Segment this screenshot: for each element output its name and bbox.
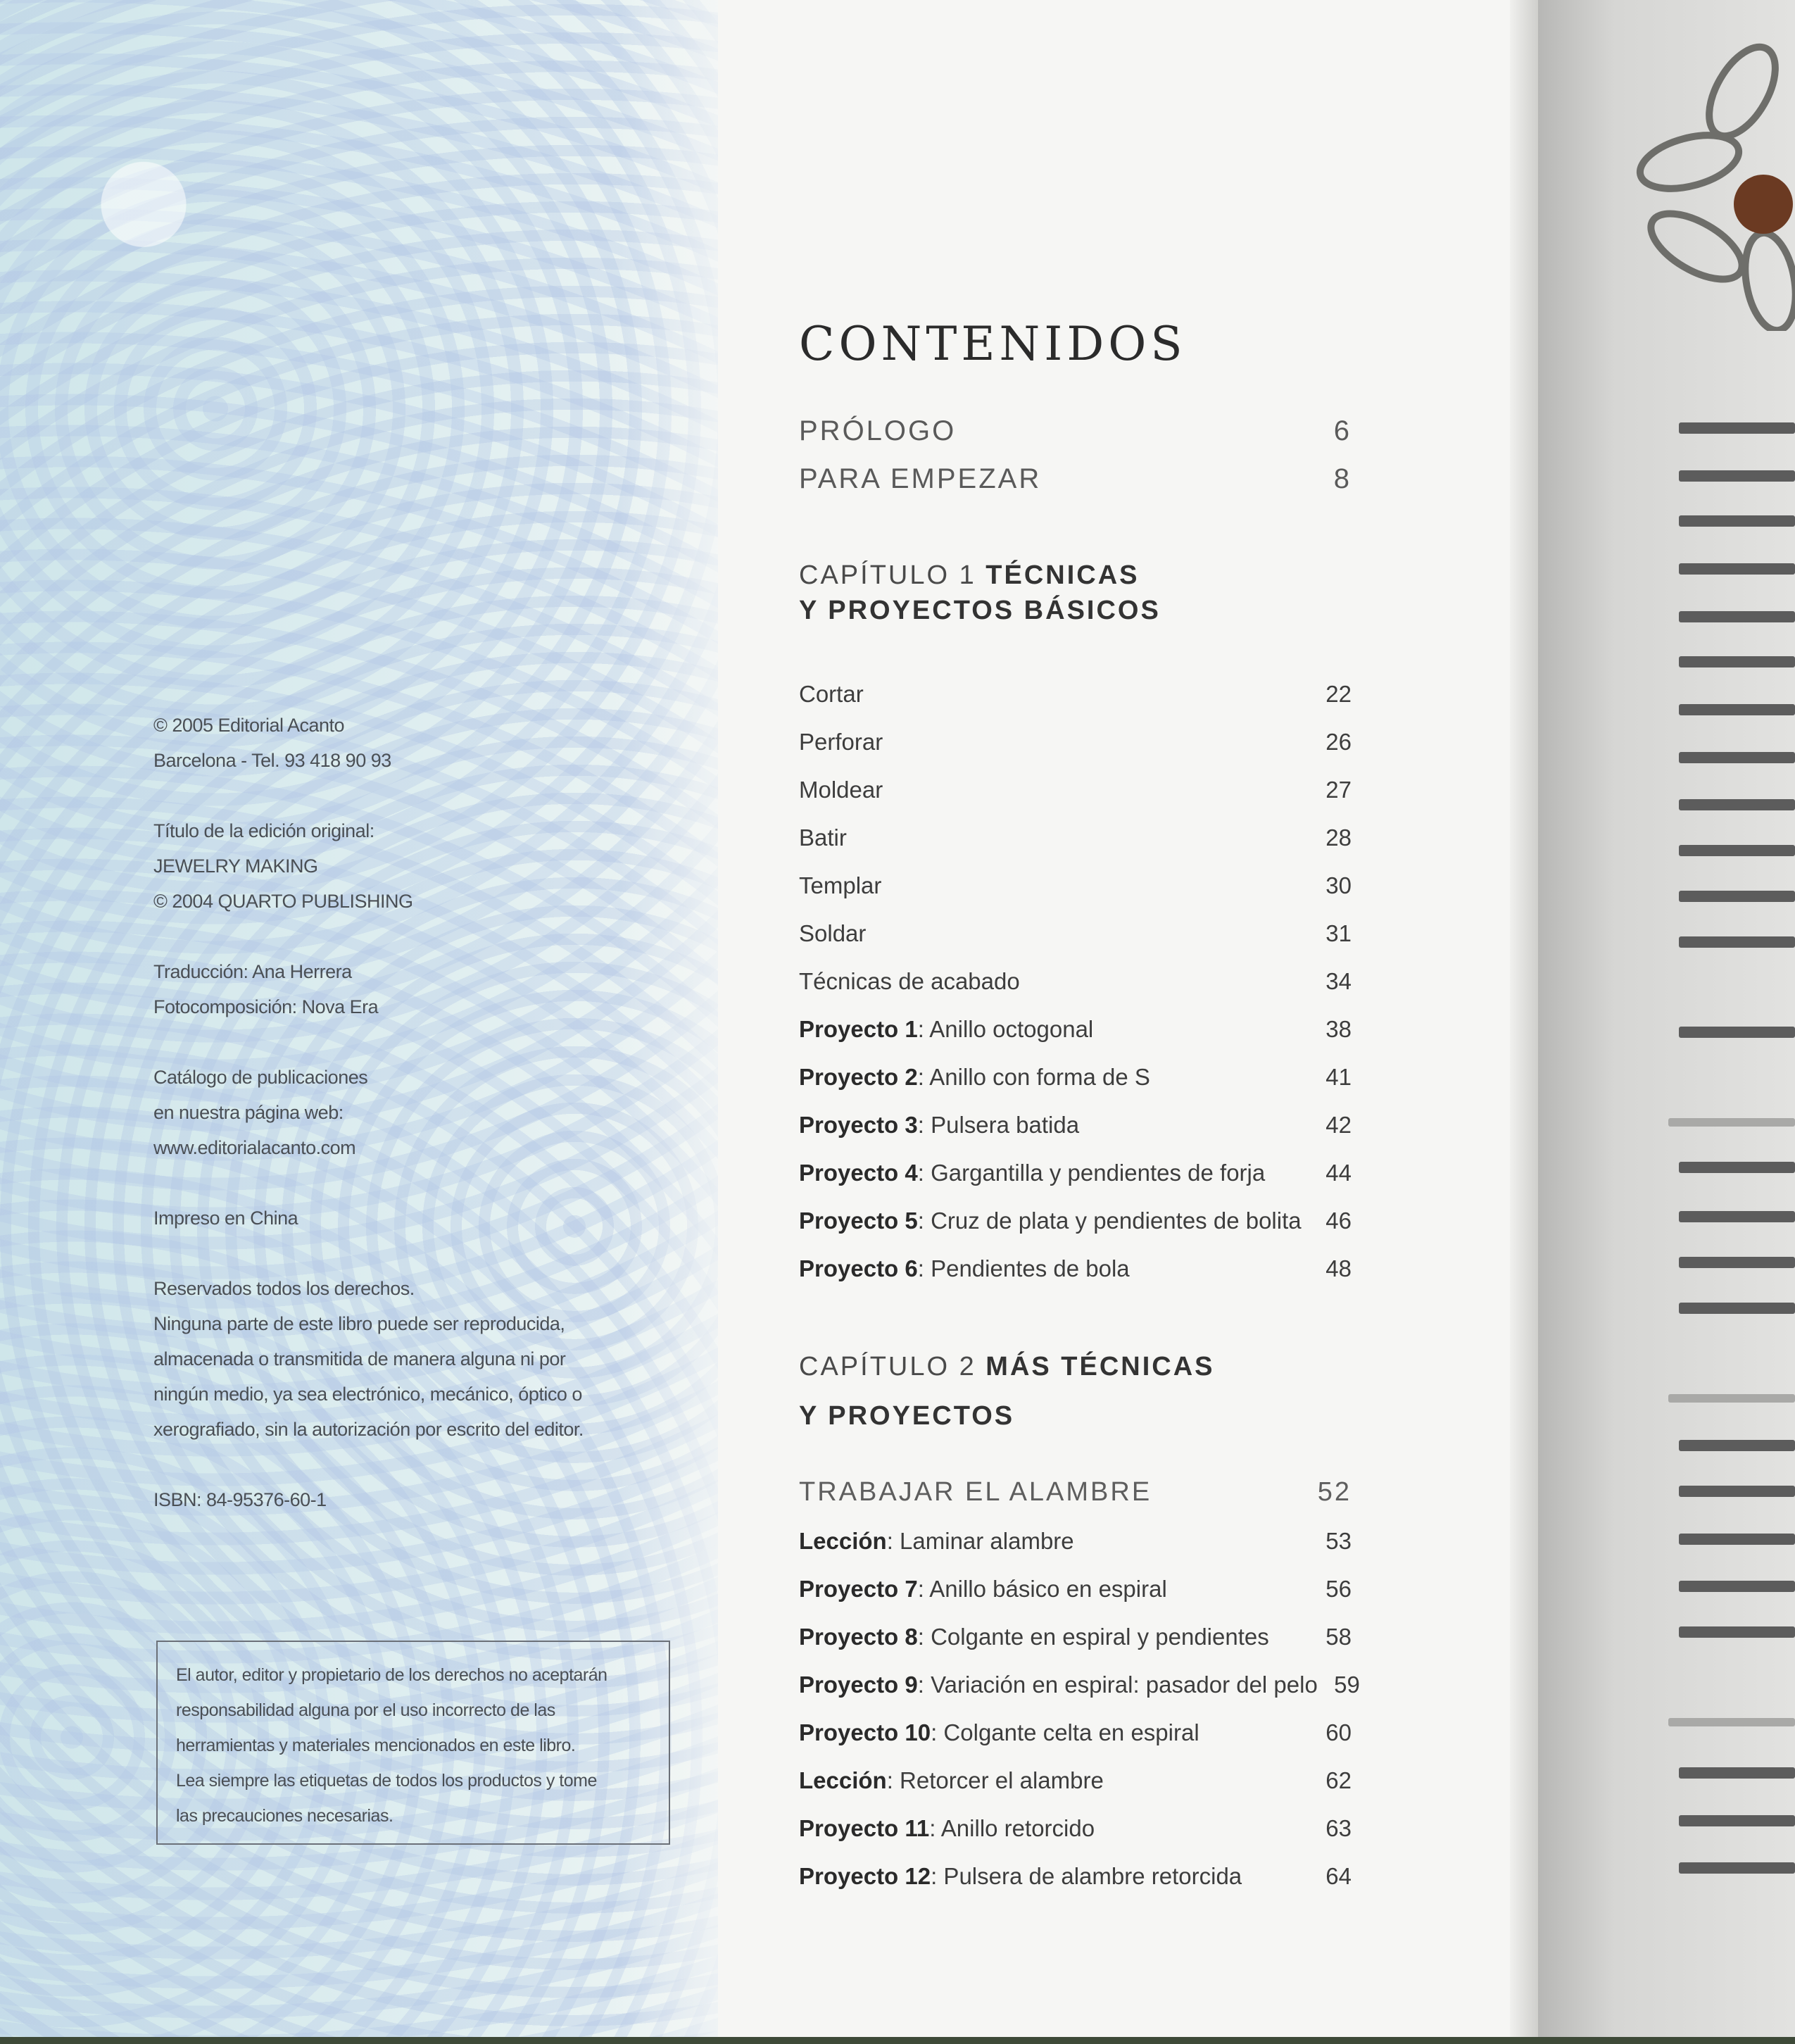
flower-wire-icon xyxy=(1538,0,1795,331)
toc-page-number: 27 xyxy=(1325,777,1352,803)
toc-entry-text: : Pendientes de bola xyxy=(917,1255,1130,1281)
chapter-1-heading xyxy=(799,558,1161,628)
blurred-text-line xyxy=(1679,563,1795,575)
toc-entry-text: : Pulsera batida xyxy=(917,1112,1080,1138)
toc-entry-row xyxy=(799,1810,1352,1847)
credits-line: Barcelona - Tel. 93 418 90 93 xyxy=(153,750,391,771)
toc-page-number: 52 xyxy=(1317,1476,1352,1507)
toc-entry-label xyxy=(799,872,881,899)
toc-entry-row xyxy=(799,724,1352,760)
toc-entry-label xyxy=(799,1016,1093,1043)
toc-entry-strong: Proyecto 4 xyxy=(799,1160,918,1186)
credits-line: JEWELRY MAKING xyxy=(153,855,318,877)
credits-line: Catálogo de publicaciones xyxy=(153,1067,368,1088)
toc-entry-row xyxy=(799,820,1352,856)
toc-entry-strong: Proyecto 10 xyxy=(799,1719,931,1745)
credits-line: xerografiado, sin la autorización por escrito del editor. xyxy=(153,1419,584,1440)
toc-page-number: 28 xyxy=(1325,825,1352,851)
book-gutter xyxy=(1510,0,1538,2044)
toc-page-number: 38 xyxy=(1325,1016,1352,1042)
toc-entry-text: : Laminar alambre xyxy=(886,1528,1074,1554)
toc-entry-text: Soldar xyxy=(799,920,867,946)
toc-front-matter-row xyxy=(799,460,1352,497)
toc-page-number: 48 xyxy=(1325,1255,1352,1281)
blurred-text-line xyxy=(1679,1162,1795,1173)
credits-printed xyxy=(153,1200,298,1236)
toc-entry-row xyxy=(799,963,1352,1000)
toc-entry-label xyxy=(799,1255,1130,1282)
credits-line: © 2005 Editorial Acanto xyxy=(153,715,345,736)
toc-page-number: 46 xyxy=(1325,1208,1352,1234)
toc-entry-strong: Lección xyxy=(799,1528,887,1554)
toc-entry-label xyxy=(799,729,883,755)
credits-line: Ninguna parte de este libro puede ser reproducida, xyxy=(153,1313,565,1334)
toc-section-label: TRABAJAR EL ALAMBRE xyxy=(799,1476,1152,1507)
toc-entry-text: : Cruz de plata y pendientes de bolita xyxy=(917,1208,1302,1234)
blurred-text-line xyxy=(1679,1581,1795,1592)
toc-entry-row xyxy=(799,1523,1352,1560)
toc-entry-row xyxy=(799,1011,1352,1048)
toc-entry-text: Técnicas de acabado xyxy=(799,968,1020,994)
toc-entry-row xyxy=(799,676,1352,713)
toc-entry-strong: Proyecto 11 xyxy=(799,1815,930,1841)
toc-entry-label xyxy=(799,1624,1269,1650)
blurred-text-line xyxy=(1679,1767,1795,1779)
toc-entry-row xyxy=(799,772,1352,808)
credits-isbn xyxy=(153,1482,327,1517)
credits-original-title xyxy=(153,813,413,919)
toc-entry-label xyxy=(799,1112,1079,1139)
toc-page-number: 59 xyxy=(1334,1672,1360,1698)
chapter-title: Y PROYECTOS xyxy=(799,1401,1015,1431)
blurred-text-line xyxy=(1679,1534,1795,1545)
toc-entry-strong: Proyecto 5 xyxy=(799,1208,918,1234)
toc-page-number: 44 xyxy=(1325,1160,1352,1186)
toc-entry-text: : Colgante celta en espiral xyxy=(931,1719,1199,1745)
toc-entry-text: : Variación en espiral: pasador del pelo xyxy=(917,1672,1318,1698)
toc-entry-row xyxy=(799,1203,1352,1239)
toc-entry-row xyxy=(799,1250,1352,1287)
chapter-title: Y PROYECTOS BÁSICOS xyxy=(799,596,1161,625)
toc-entry-label xyxy=(799,1064,1150,1091)
toc-entry-row xyxy=(799,1714,1352,1751)
toc-entry-text: Templar xyxy=(799,872,882,898)
credits-catalog xyxy=(153,1060,367,1165)
blurred-text-line xyxy=(1679,656,1795,667)
toc-page-number: 30 xyxy=(1325,872,1352,898)
toc-entry-label xyxy=(799,1528,1074,1555)
chapter-prefix: CAPÍTULO 1 xyxy=(799,560,976,590)
toc-page-number: 34 xyxy=(1325,968,1352,994)
toc-entry-text: : Anillo con forma de S xyxy=(917,1064,1150,1090)
toc-page-number: 31 xyxy=(1325,920,1352,946)
credits-line: almacenada o transmitida de manera alguna ni por xyxy=(153,1348,566,1369)
credits-line: Fotocomposición: Nova Era xyxy=(153,996,379,1017)
credits-publisher xyxy=(153,708,391,778)
toc-section-row xyxy=(799,1474,1352,1510)
toc-page-number: 56 xyxy=(1325,1576,1352,1602)
toc-entry-text: : Anillo retorcido xyxy=(929,1815,1095,1841)
toc-page-number: 53 xyxy=(1325,1528,1352,1554)
blurred-text-line xyxy=(1668,1118,1795,1127)
next-page-sliver xyxy=(1538,0,1795,2044)
credits-line: Reservados todos los derechos. xyxy=(153,1278,415,1299)
blurred-text-line xyxy=(1679,936,1795,948)
toc-page-number: 8 xyxy=(1333,463,1352,494)
disclaimer-line: responsabilidad alguna por el uso incorrecto de las xyxy=(176,1700,555,1720)
credits-translation xyxy=(153,954,378,1024)
toc-entry-label xyxy=(799,1767,1104,1794)
blurred-text-line xyxy=(1679,704,1795,715)
blurred-text-line xyxy=(1668,1394,1795,1403)
blurred-text-line xyxy=(1679,1440,1795,1451)
toc-entry-label xyxy=(799,1208,1302,1234)
blurred-text-line xyxy=(1679,1303,1795,1314)
toc-page-number: 42 xyxy=(1325,1112,1352,1138)
credits-line: © 2004 QUARTO PUBLISHING xyxy=(153,891,413,912)
disclaimer-line: herramientas y materiales mencionados en este libro. xyxy=(176,1736,576,1755)
blurred-text-line xyxy=(1679,1626,1795,1638)
blurred-text-line xyxy=(1668,1718,1795,1726)
toc-page-number: 63 xyxy=(1325,1815,1352,1841)
toc-entry-label: PARA EMPEZAR xyxy=(799,463,1042,494)
toc-entry-label xyxy=(799,1576,1167,1603)
disclaimer-box xyxy=(156,1641,670,1845)
blurred-text-line xyxy=(1679,845,1795,856)
toc-entry-row xyxy=(799,1762,1352,1799)
toc-entry-text: Moldear xyxy=(799,777,883,803)
toc-page-number: 62 xyxy=(1325,1767,1352,1793)
toc-entry-text: : Pulsera de alambre retorcida xyxy=(931,1863,1242,1889)
credits-line: Título de la edición original: xyxy=(153,820,374,841)
toc-entry-label xyxy=(799,681,864,708)
toc-entry-row xyxy=(799,1107,1352,1143)
toc-page-number: 58 xyxy=(1325,1624,1352,1650)
toc-entry-text: : Retorcer el alambre xyxy=(886,1767,1104,1793)
toc-entry-strong: Proyecto 1 xyxy=(799,1016,918,1042)
toc-entry-label: PRÓLOGO xyxy=(799,415,957,446)
disclaimer-line: las precauciones necesarias. xyxy=(176,1806,393,1826)
credits-line: ISBN: 84-95376-60-1 xyxy=(153,1489,327,1510)
toc-entry-strong: Proyecto 2 xyxy=(799,1064,918,1090)
toc-page-number: 6 xyxy=(1333,415,1352,446)
toc-entry-text: Perforar xyxy=(799,729,883,755)
toc-page-number: 60 xyxy=(1325,1719,1352,1745)
blurred-text-line xyxy=(1679,470,1795,482)
chapter-title: TÉCNICAS xyxy=(985,560,1140,590)
toc-page-number: 26 xyxy=(1325,729,1352,755)
toc-entry-text: : Gargantilla y pendientes de forja xyxy=(917,1160,1266,1186)
blurred-text-line xyxy=(1679,1257,1795,1268)
toc-entry-label xyxy=(799,1815,1095,1842)
disclaimer-line: El autor, editor y propietario de los derechos no aceptarán xyxy=(176,1665,607,1685)
toc-entry-row xyxy=(799,1059,1352,1096)
blurred-text-line xyxy=(1679,1815,1795,1826)
toc-entry-label xyxy=(799,777,883,803)
toc-front-matter-row xyxy=(799,413,1352,449)
toc-page-number: 22 xyxy=(1325,681,1352,707)
toc-page-number: 41 xyxy=(1325,1064,1352,1090)
toc-entry-text: : Anillo octogonal xyxy=(917,1016,1094,1042)
toc-entry-row xyxy=(799,1667,1360,1703)
toc-entry-label xyxy=(799,1672,1318,1698)
toc-entry-strong: Proyecto 3 xyxy=(799,1112,918,1138)
toc-entry-row xyxy=(799,867,1352,904)
toc-entry-label xyxy=(799,968,1020,995)
toc-entry-label xyxy=(799,920,866,947)
blurred-text-line xyxy=(1679,752,1795,763)
blurred-text-line xyxy=(1679,891,1795,902)
blurred-text-line xyxy=(1679,1486,1795,1497)
blurred-text-line xyxy=(1679,422,1795,434)
credits-line: ningún medio, ya sea electrónico, mecánico, óptico o xyxy=(153,1384,582,1405)
blurred-text-line xyxy=(1679,1211,1795,1222)
toc-page-number: 64 xyxy=(1325,1863,1352,1889)
toc-entry-text: Cortar xyxy=(799,681,864,707)
chapter-title: MÁS TÉCNICAS xyxy=(985,1352,1215,1381)
bottom-edge xyxy=(0,2037,1795,2044)
toc-entry-strong: Proyecto 9 xyxy=(799,1672,918,1698)
toc-entry-strong: Proyecto 7 xyxy=(799,1576,918,1602)
credits-line: Impreso en China xyxy=(153,1208,298,1229)
credits-line: Traducción: Ana Herrera xyxy=(153,961,352,982)
chapter-prefix: CAPÍTULO 2 xyxy=(799,1352,976,1381)
disclaimer-line: Lea siempre las etiquetas de todos los productos y tome xyxy=(176,1771,597,1791)
toc-entry-strong: Lección xyxy=(799,1767,887,1793)
toc-entry-text: Batir xyxy=(799,825,847,851)
credits-line: www.editorialacanto.com xyxy=(153,1137,356,1158)
toc-entry-row xyxy=(799,1155,1352,1191)
toc-entry-label xyxy=(799,1863,1242,1890)
blurred-text-line xyxy=(1679,1862,1795,1874)
toc-entry-label xyxy=(799,825,847,851)
blurred-text-line xyxy=(1679,611,1795,622)
toc-entry-text: : Colgante en espiral y pendientes xyxy=(917,1624,1269,1650)
toc-entry-strong: Proyecto 12 xyxy=(799,1863,931,1889)
blurred-text-line xyxy=(1679,799,1795,810)
toc-entry-label xyxy=(799,1719,1199,1746)
blurred-text-line xyxy=(1679,1027,1795,1038)
chapter-2-heading xyxy=(799,1342,1215,1441)
blurred-text-line xyxy=(1679,515,1795,527)
credits-rights xyxy=(153,1271,584,1447)
credits-line: en nuestra página web: xyxy=(153,1102,344,1123)
toc-entry-row xyxy=(799,915,1352,952)
page-title: CONTENIDOS xyxy=(799,317,1187,371)
toc-entry-row xyxy=(799,1858,1352,1895)
toc-entry-text: : Anillo básico en espiral xyxy=(917,1576,1167,1602)
toc-entry-strong: Proyecto 6 xyxy=(799,1255,918,1281)
toc-entry-label xyxy=(799,1160,1265,1186)
toc-entry-strong: Proyecto 8 xyxy=(799,1624,918,1650)
toc-entry-row xyxy=(799,1571,1352,1607)
toc-entry-row xyxy=(799,1619,1352,1655)
